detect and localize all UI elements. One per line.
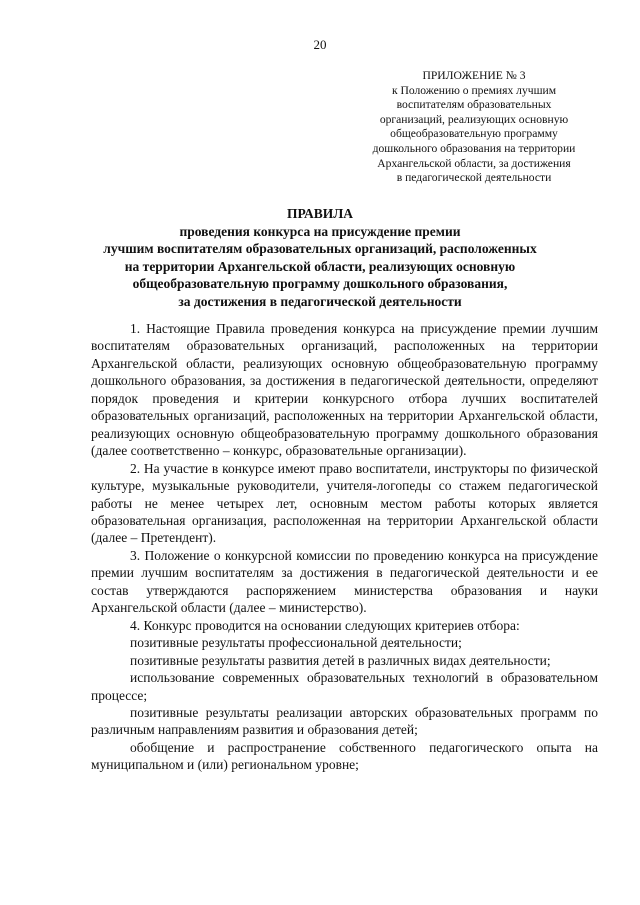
page-number: 20: [313, 37, 327, 52]
appendix-line: Архангельской области, за достижения: [377, 156, 571, 170]
appendix-line: воспитателям образовательных: [396, 98, 552, 112]
document-title: [70, 205, 570, 311]
criteria-item: позитивные результаты реализации авторских образовательных программ по различным направлениям развития и образования детей;: [91, 704, 598, 738]
title-heading: ПРАВИЛА: [286, 206, 354, 221]
appendix-line: ПРИЛОЖЕНИЕ № 3: [422, 69, 526, 82]
title-line: на территории Архангельской области, реализующих основную: [124, 258, 516, 274]
title-line: общеобразовательную программу дошкольного образования,: [132, 276, 508, 292]
paragraph-4: 4. Конкурс проводится на основании следующих критериев отбора:: [130, 617, 520, 633]
criteria-item: обобщение и распространение собственного педагогического опыта на муниципальном и (или) региональном уровне;: [91, 739, 598, 773]
paragraph-1: 1. Настоящие Правила проведения конкурса на присуждение премии лучшим воспитателям образовательных организаций, расположенных на территории Архангельской области, реализующих основную общеобразовательную программу дошкольного образования, за достижения в педагогической деятельности, определяют порядок проведения и критерии конкурсного отбора лучших воспитателей образовательных организаций, расположенных на территории Архангельской области, реализующих основную общеобразовательную программу дошкольного образования (далее соответственно – конкурс, образовательные организации).: [91, 321, 598, 459]
criteria-item: позитивные результаты профессиональной деятельности;: [130, 635, 462, 651]
paragraph-2: 2. На участие в конкурсе имеют право воспитатели, инструкторы по физической культуре, музыкальные руководители, учителя-логопеды со стажем педагогической работы не менее четырех лет, основным местом работы которых является образовательная организация, расположенная на территории Архангельской области (далее – Претендент).: [91, 460, 598, 546]
title-line: проведения конкурса на присуждение премии: [179, 223, 461, 239]
title-line: за достижения в педагогической деятельности: [178, 293, 462, 309]
appendix-block: [352, 69, 596, 186]
document-body: [91, 320, 598, 774]
appendix-line: организаций, реализующих основную: [379, 112, 569, 126]
appendix-line: дошкольного образования на территории: [372, 141, 576, 155]
criteria-item: позитивные результаты развития детей в различных видах деятельности;: [130, 652, 551, 668]
appendix-line: к Положению о премиях лучшим: [391, 83, 557, 97]
criteria-item: использование современных образовательных технологий в образовательном процессе;: [91, 670, 598, 703]
appendix-line: общеобразовательную программу: [390, 127, 558, 141]
appendix-line: в педагогической деятельности: [396, 171, 552, 185]
title-line: лучшим воспитателям образовательных организаций, расположенных: [103, 241, 537, 257]
paragraph-3: 3. Положение о конкурсной комиссии по проведению конкурса на присуждение премии лучшим воспитателям за достижения в педагогической деятельности и ее состав утверждаются распоряжением министерства образования и науки Архангельской области (далее – министерство).: [91, 547, 598, 616]
